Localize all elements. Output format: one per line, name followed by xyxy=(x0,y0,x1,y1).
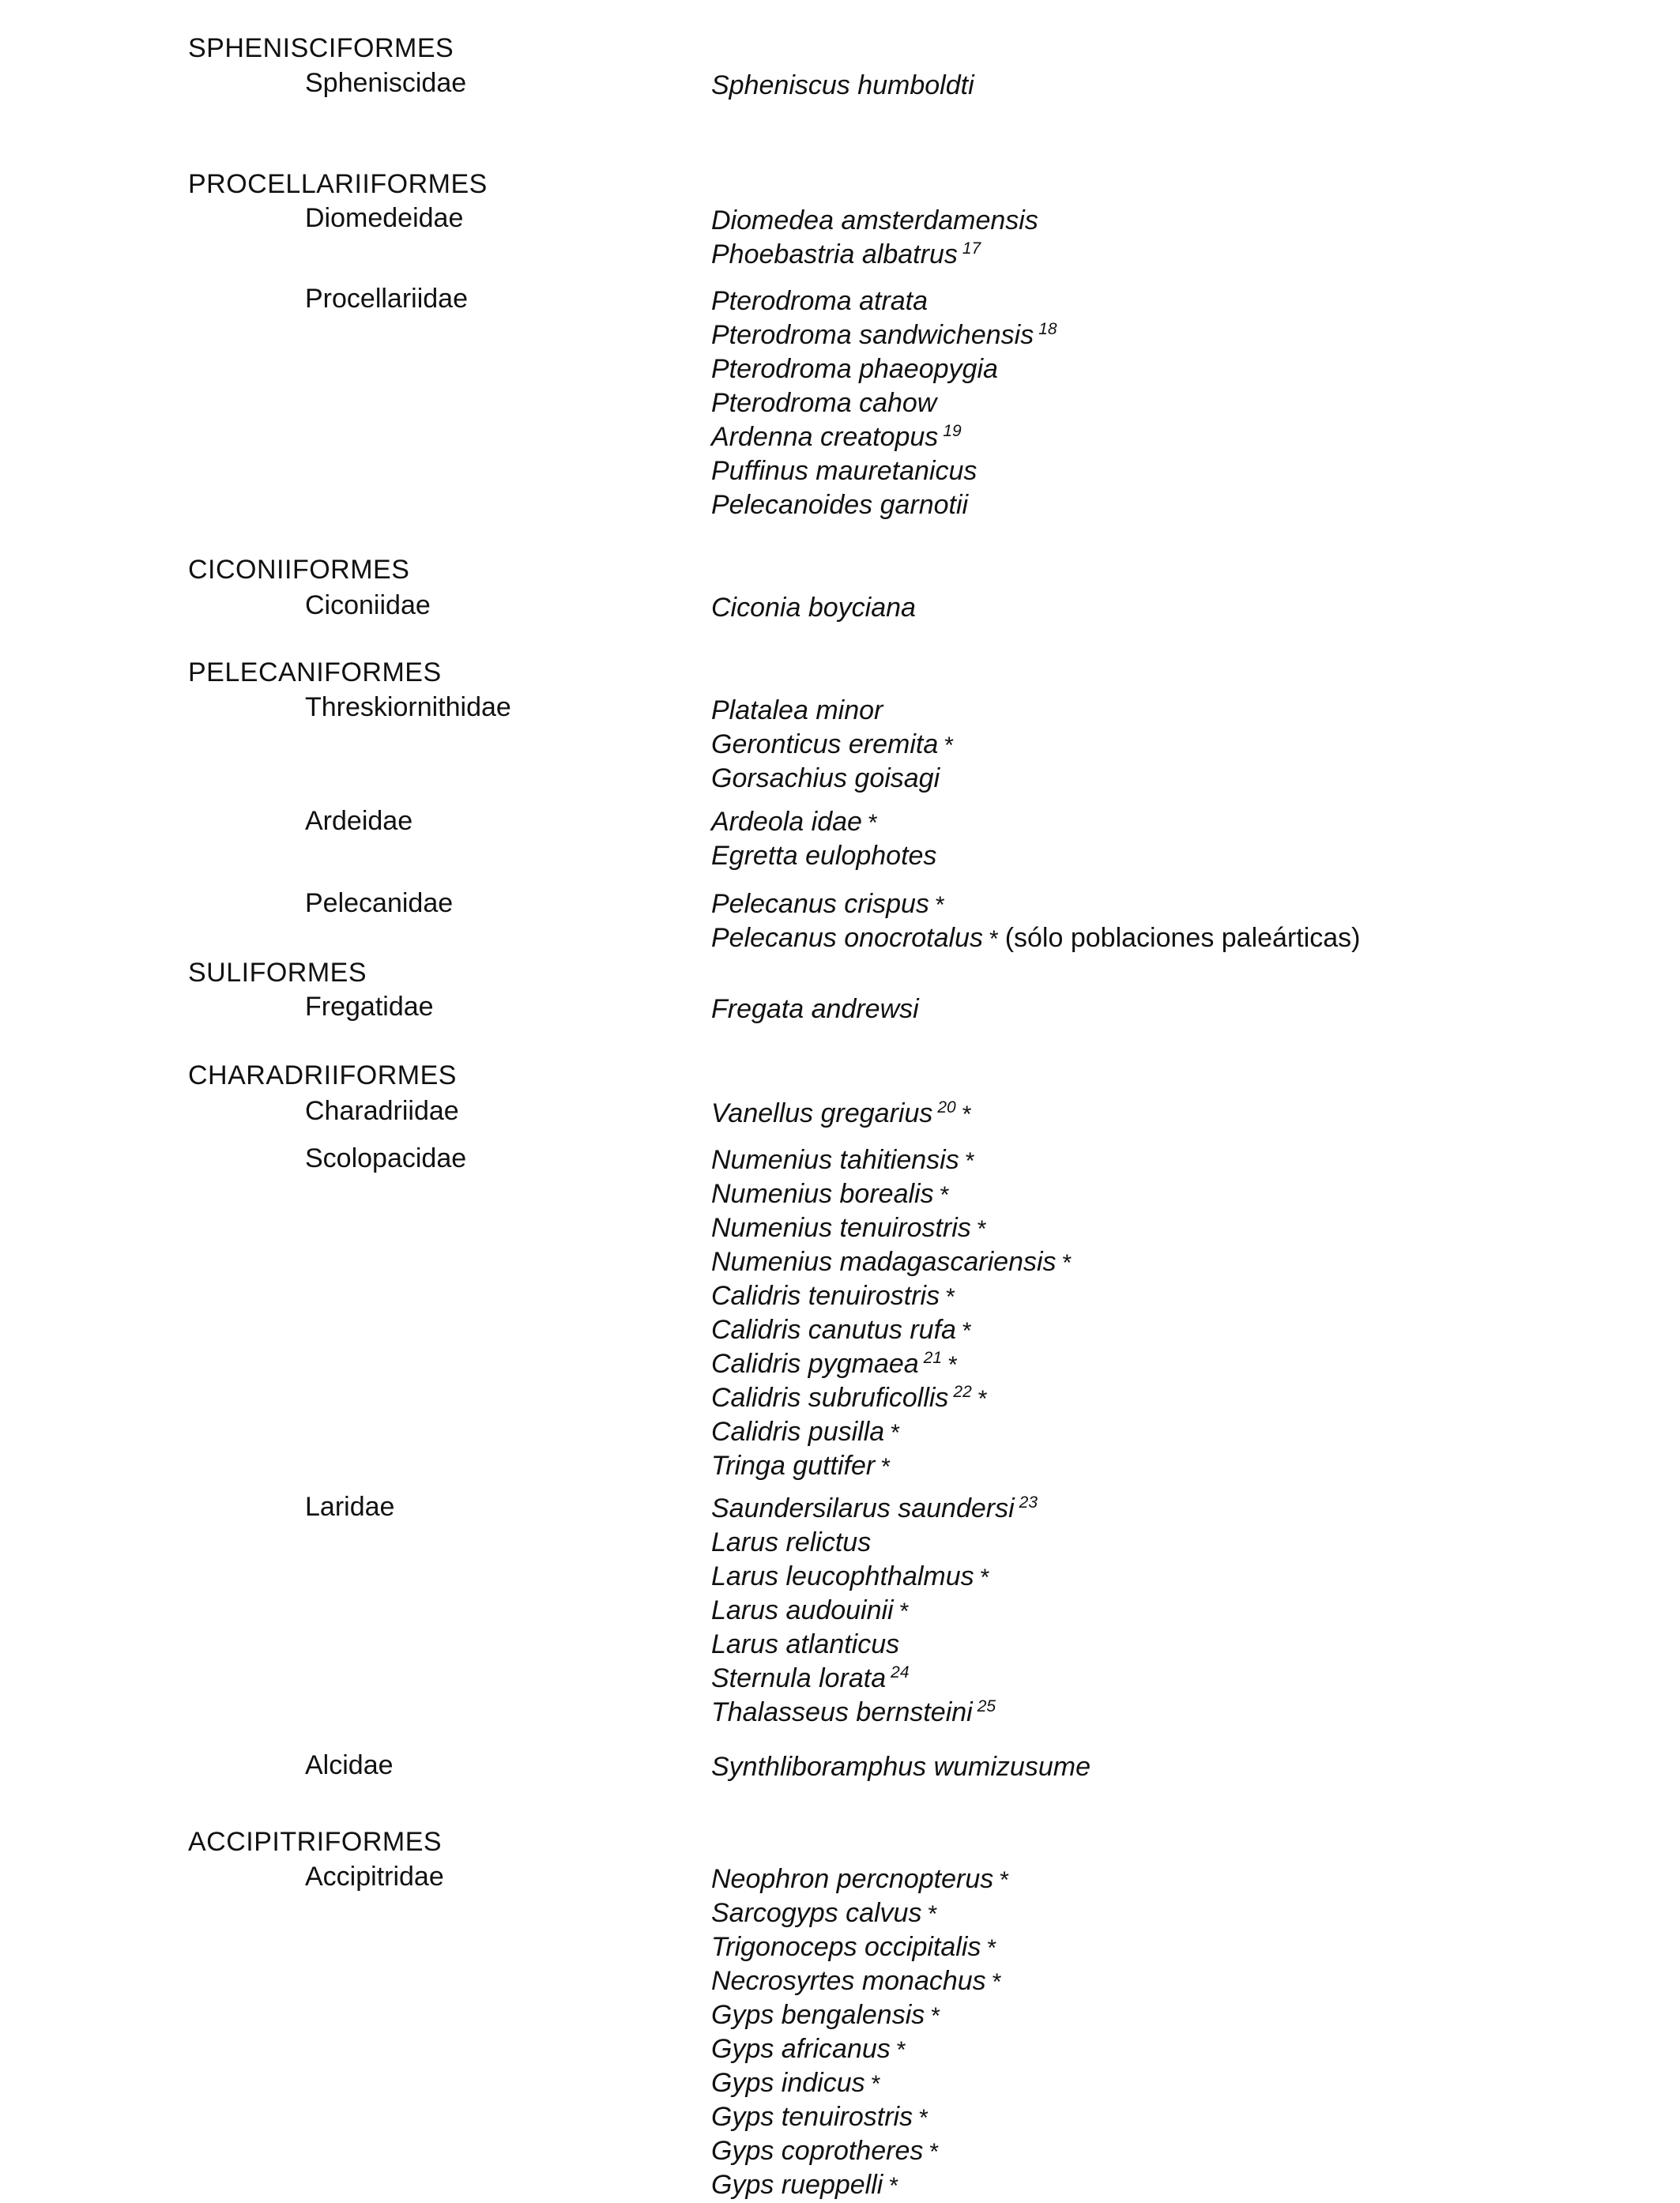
species-entry xyxy=(711,1177,949,1212)
species-entry xyxy=(711,284,928,318)
species-name: Larus relictus xyxy=(711,1527,872,1557)
asterisk-mark: * xyxy=(1000,1867,1009,1893)
order-heading: CHARADRIIFORMES xyxy=(188,1060,457,1090)
species-entry xyxy=(711,352,998,386)
species-name: Saundersilarus saundersi xyxy=(711,1493,1015,1523)
species-name: Gyps rueppelli xyxy=(711,2170,883,2200)
species-entry xyxy=(711,1097,971,1132)
order-heading: CICONIIFORMES xyxy=(188,555,410,585)
species-name: Calidris pygmaea xyxy=(711,1349,919,1379)
family-label: Threskiornithidae xyxy=(305,692,511,722)
species-note: (sólo poblaciones paleárticas) xyxy=(1004,923,1361,953)
order-heading: ACCIPITRIFORMES xyxy=(188,1827,443,1857)
species-name: Tringa guttifer xyxy=(711,1451,876,1481)
species-entry xyxy=(711,887,945,922)
species-entry xyxy=(711,1143,974,1178)
species-name: Ardenna creatopus xyxy=(711,422,939,452)
species-entry xyxy=(711,386,936,420)
family-label: Charadriidae xyxy=(305,1096,459,1126)
species-entry xyxy=(711,694,883,727)
asterisk-mark: * xyxy=(868,810,878,836)
species-entry xyxy=(711,1696,996,1729)
species-name: Larus leucophthalmus xyxy=(711,1561,974,1591)
footnote-number: 17 xyxy=(962,239,981,258)
species-entry xyxy=(711,69,974,102)
asterisk-mark: * xyxy=(989,926,999,952)
asterisk-mark: * xyxy=(944,732,954,759)
species-name: Calidris tenuirostris xyxy=(711,1281,940,1311)
species-name: Ardeola idae xyxy=(711,807,862,837)
asterisk-mark: * xyxy=(1062,1250,1072,1276)
species-entry xyxy=(711,1492,1038,1525)
species-entry xyxy=(711,1862,1009,1897)
species-name: Gyps africanus xyxy=(711,2034,891,2064)
asterisk-mark: * xyxy=(899,1599,910,1625)
species-name: Numenius madagascariensis xyxy=(711,1247,1057,1277)
species-name: Gorsachius goisagi xyxy=(711,763,940,793)
asterisk-mark: * xyxy=(896,2037,906,2063)
species-name: Platalea minor xyxy=(711,695,883,725)
species-name: Necrosyrtes monachus xyxy=(711,1966,986,1996)
species-entry xyxy=(711,1381,987,1416)
species-name: Pterodroma sandwichensis xyxy=(711,320,1034,350)
asterisk-mark: * xyxy=(977,1216,987,1242)
species-name: Gyps tenuirostris xyxy=(711,2102,913,2132)
species-name: Gyps bengalensis xyxy=(711,2000,925,2030)
family-label: Accipitridae xyxy=(305,1862,444,1892)
footnote-number: 25 xyxy=(977,1696,996,1715)
asterisk-mark: * xyxy=(889,2173,899,2199)
species-entry xyxy=(711,992,919,1026)
footnote-number: 22 xyxy=(953,1382,972,1401)
species-name: Pterodroma atrata xyxy=(711,286,929,316)
order-heading: SPHENISCIFORMES xyxy=(188,33,454,63)
species-name: Sarcogyps calvus xyxy=(711,1898,922,1928)
family-label: Ciconiidae xyxy=(305,590,431,620)
asterisk-mark: * xyxy=(987,1935,997,1961)
species-entry xyxy=(711,921,1361,956)
family-label: Procellariidae xyxy=(305,284,468,314)
species-name: Ciconia boyciana xyxy=(711,593,916,623)
species-entry xyxy=(711,2032,906,2067)
species-entry xyxy=(711,318,1057,352)
species-name: Trigonoceps occipitalis xyxy=(711,1932,981,1962)
species-entry xyxy=(711,1930,996,1965)
family-label: Fregatidae xyxy=(305,992,434,1022)
asterisk-mark: * xyxy=(977,1386,988,1412)
species-entry xyxy=(711,204,1038,237)
asterisk-mark: * xyxy=(881,1454,891,1480)
species-entry xyxy=(711,1964,1001,1999)
species-entry xyxy=(711,1662,910,1695)
footnote-number: 19 xyxy=(943,421,962,440)
species-entry xyxy=(711,1560,989,1595)
species-entry xyxy=(711,2168,898,2203)
asterisk-mark: * xyxy=(948,1352,958,1378)
family-label: Laridae xyxy=(305,1492,395,1522)
species-name: Geronticus eremita xyxy=(711,729,939,759)
family-label: Scolopacidae xyxy=(305,1143,467,1173)
species-name: Thalasseus bernsteini xyxy=(711,1697,973,1727)
footnote-number: 20 xyxy=(937,1098,956,1117)
order-heading: PELECANIFORMES xyxy=(188,657,442,687)
species-entry xyxy=(711,1526,871,1559)
asterisk-mark: * xyxy=(891,1420,900,1446)
species-entry xyxy=(711,1750,1090,1783)
asterisk-mark: * xyxy=(919,2105,929,2131)
species-name: Fregata andrewsi xyxy=(711,994,919,1024)
species-name: Calidris canutus rufa xyxy=(711,1315,956,1345)
asterisk-mark: * xyxy=(929,2139,940,2165)
species-entry xyxy=(711,2066,880,2101)
species-entry xyxy=(711,1896,937,1931)
family-label: Alcidae xyxy=(305,1750,394,1780)
species-entry xyxy=(711,1415,900,1450)
asterisk-mark: * xyxy=(928,1901,938,1927)
species-name: Pelecanoides garnotii xyxy=(711,490,969,520)
species-name: Gyps coprotheres xyxy=(711,2136,924,2166)
species-name: Pelecanus onocrotalus xyxy=(711,923,984,953)
species-entry xyxy=(711,420,962,454)
species-name: Sternula lorata xyxy=(711,1663,887,1693)
species-name: Pelecanus crispus xyxy=(711,889,929,919)
family-label: Spheniscidae xyxy=(305,68,467,98)
species-name: Larus atlanticus xyxy=(711,1629,900,1659)
species-entry xyxy=(711,1347,958,1382)
footnote-number: 21 xyxy=(923,1348,943,1367)
species-entry xyxy=(711,1449,891,1484)
species-name: Numenius borealis xyxy=(711,1179,934,1209)
species-entry xyxy=(711,805,878,840)
species-entry xyxy=(711,454,977,488)
species-name: Spheniscus humboldti xyxy=(711,70,974,100)
species-name: Egretta eulophotes xyxy=(711,841,937,871)
species-entry xyxy=(711,591,916,624)
family-label: Diomedeidae xyxy=(305,203,464,233)
species-name: Numenius tenuirostris xyxy=(711,1213,971,1243)
species-name: Puffinus mauretanicus xyxy=(711,456,977,486)
footnote-number: 24 xyxy=(891,1663,910,1681)
species-entry xyxy=(711,2134,939,2169)
species-entry xyxy=(711,1245,1072,1280)
family-label: Ardeidae xyxy=(305,806,413,836)
order-heading: SULIFORMES xyxy=(188,958,367,988)
species-name: Pterodroma phaeopygia xyxy=(711,354,998,384)
species-entry xyxy=(711,1594,909,1629)
species-entry xyxy=(711,488,968,522)
footnote-number: 23 xyxy=(1019,1493,1038,1512)
species-entry xyxy=(711,762,940,795)
species-name: Vanellus gregarius xyxy=(711,1098,933,1128)
species-entry xyxy=(711,1279,955,1314)
asterisk-mark: * xyxy=(965,1148,975,1174)
asterisk-mark: * xyxy=(931,2003,940,2029)
species-name: Pterodroma cahow xyxy=(711,388,937,418)
species-name: Phoebastria albatrus xyxy=(711,239,958,269)
species-name: Calidris subruficollis xyxy=(711,1383,949,1413)
footnote-number: 18 xyxy=(1038,319,1057,338)
species-name: Diomedea amsterdamensis xyxy=(711,205,1038,235)
asterisk-mark: * xyxy=(992,1969,1002,1995)
asterisk-mark: * xyxy=(962,1318,972,1344)
asterisk-mark: * xyxy=(980,1565,990,1591)
species-entry xyxy=(711,1628,899,1661)
species-name: Numenius tahitiensis xyxy=(711,1145,959,1175)
species-entry xyxy=(711,1211,986,1246)
order-heading: PROCELLARIIFORMES xyxy=(188,169,488,199)
asterisk-mark: * xyxy=(962,1102,972,1128)
species-entry xyxy=(711,2100,929,2135)
asterisk-mark: * xyxy=(935,892,945,918)
species-entry xyxy=(711,839,936,872)
family-label: Pelecanidae xyxy=(305,888,454,918)
species-name: Neophron percnopterus xyxy=(711,1864,994,1894)
species-entry xyxy=(711,1313,972,1348)
species-entry xyxy=(711,1998,940,2033)
species-name: Synthliboramphus wumizusume xyxy=(711,1752,1090,1782)
species-name: Gyps indicus xyxy=(711,2068,865,2098)
species-name: Larus audouinii xyxy=(711,1595,894,1625)
species-entry xyxy=(711,238,981,271)
species-name: Calidris pusilla xyxy=(711,1417,885,1447)
species-entry xyxy=(711,728,954,763)
asterisk-mark: * xyxy=(940,1182,950,1208)
asterisk-mark: * xyxy=(871,2071,881,2097)
asterisk-mark: * xyxy=(946,1284,955,1310)
